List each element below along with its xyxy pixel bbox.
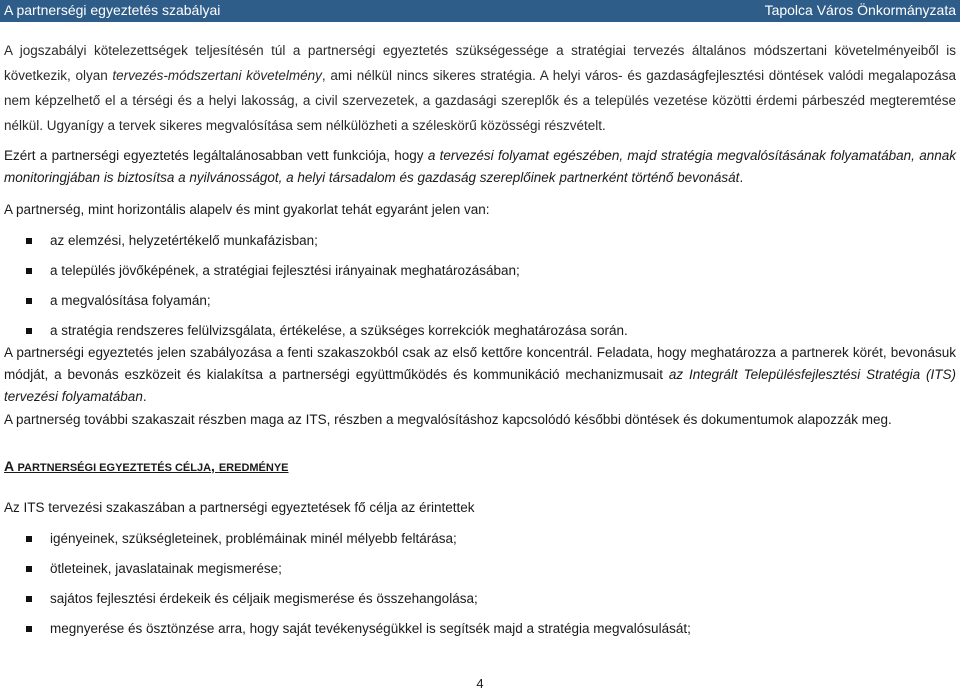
square-bullet-icon [26,298,32,304]
square-bullet-icon [26,566,32,572]
list-item: ötleteinek, javaslatainak megismerése; [4,559,956,579]
list-item: a település jövőképének, a stratégiai fejlesztési irányainak meghatározásában; [4,261,956,281]
paragraph-further-stages: A partnerség további szakaszait részben maga az ITS, részben a megvalósításhoz kapcsolódó későbbi döntések és dokumentumok alapozzák meg. [4,412,892,427]
square-bullet-icon [26,268,32,274]
paragraph-function: Ezért a partnerségi egyeztetés legáltalánosabban vett funkciója, hogy a tervezési folyamat egészében, majd stratégia megvalósításának folyamatában, annak monitoringjában is biztosítsa a nyilvánosságot, a helyi társadalom és gazdaság szereplőinek partnerként történő bevonását. [4,148,956,185]
list-item: megnyerése és ösztönzése arra, hogy saját tevékenységükkel is segítsék majd a stratégia megvalósulását; [4,619,956,639]
square-bullet-icon [26,626,32,632]
page-number: 4 [476,676,484,691]
square-bullet-icon [26,328,32,334]
page-header [0,0,960,22]
section-heading: A PARTNERSÉGI EGYEZTETÉS CÉLJA, EREDMÉNYE [4,458,289,474]
paragraph-intro: A jogszabályi kötelezettségek teljesítésén túl a partnerségi egyeztetés szükségessége a stratégiai tervezés általános módszertani követelményeiből is következik, olyan tervezés-módszertani követelmény, ami nélkül nincs sikeres stratégia. A helyi város- és gazdaságfejlesztési döntések valódi megalapozása nem képzelhető el a térségi és a helyi lakosság, a civil szervezetek, a gazdasági szereplők és a település vezetése közötti érdemi párbeszéd megteremtése nélkül. Ugyanígy a tervek sikeres megvalósítása sem nélkülözheti a széleskörű közösségi részvételt. [4,43,956,133]
list-item: a megvalósítása folyamán; [4,291,956,311]
square-bullet-icon [26,596,32,602]
square-bullet-icon [26,238,32,244]
list-item: igényeinek, szükségleteinek, problémáinak minél mélyebb feltárása; [4,529,956,549]
paragraph-regulation: A partnerségi egyeztetés jelen szabályozása a fenti szakaszokból csak az első kettőre koncentrál. Feladata, hogy meghatározza a partnerek körét, bevonásuk módját, a bevonás eszközeit és kialakítsa a partnerségi együttműködés és kommunikáció mechanizmusait az Integrált Településfejlesztési Stratégia (ITS) tervezési folyamatában. [4,345,957,404]
paragraph-partnership: A partnerség, mint horizontális alapelv és mint gyakorlat tehát egyaránt jelen van: [4,202,490,217]
list-partnership-stages [4,231,956,341]
paragraph-goal: Az ITS tervezési szakaszában a partnerségi egyeztetések fő célja az érintettek [4,500,475,515]
list-item: az elemzési, helyzetértékelő munkafázisban; [4,231,956,251]
square-bullet-icon [26,536,32,542]
list-item: sajátos fejlesztési érdekeik és céljaik megismerése és összehangolása; [4,589,956,609]
document-body [4,38,956,639]
list-item: a stratégia rendszeres felülvizsgálata, értékelése, a szükséges korrekciók meghatározása során. [4,321,956,341]
header-document-title: A partnerségi egyeztetés szabályai [4,2,221,18]
header-organization: Tapolca Város Önkormányzata [764,2,956,18]
list-goals [4,529,956,639]
